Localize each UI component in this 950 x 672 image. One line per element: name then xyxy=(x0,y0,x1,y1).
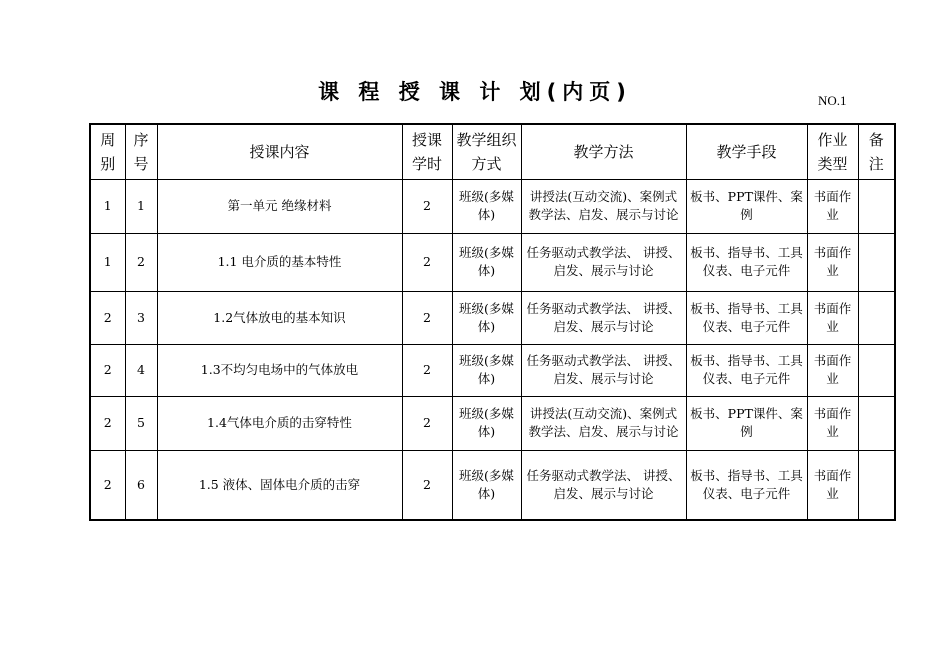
cell-means: 板书、指导书、工具仪表、电子元件 xyxy=(686,291,807,344)
header-method: 教学方法 xyxy=(521,124,686,179)
cell-content: 1.4气体电介质的击穿特性 xyxy=(157,396,402,450)
cell-means: 板书、指导书、工具仪表、电子元件 xyxy=(686,344,807,396)
cell-means: 板书、PPT课件、案例 xyxy=(686,396,807,450)
cell-week: 2 xyxy=(90,344,125,396)
cell-hw-type: 书面作业 xyxy=(807,179,858,233)
cell-seq: 4 xyxy=(125,344,157,396)
cell-seq: 2 xyxy=(125,233,157,291)
header-week: 周别 xyxy=(90,124,125,179)
cell-hw-type: 书面作业 xyxy=(807,291,858,344)
cell-week: 1 xyxy=(90,179,125,233)
cell-week: 2 xyxy=(90,396,125,450)
document-number: NO.1 xyxy=(818,93,847,108)
cell-seq: 6 xyxy=(125,450,157,520)
cell-remark xyxy=(858,291,895,344)
table-row xyxy=(90,233,895,291)
course-plan-table xyxy=(89,123,896,521)
cell-content: 第一单元 绝缘材料 xyxy=(157,179,402,233)
cell-seq: 5 xyxy=(125,396,157,450)
cell-remark xyxy=(858,179,895,233)
cell-remark xyxy=(858,396,895,450)
cell-hours: 2 xyxy=(402,233,452,291)
cell-hours: 2 xyxy=(402,179,452,233)
cell-week: 2 xyxy=(90,450,125,520)
cell-hw-type: 书面作业 xyxy=(807,344,858,396)
cell-content: 1.3不均匀电场中的气体放电 xyxy=(157,344,402,396)
cell-week: 2 xyxy=(90,291,125,344)
cell-org: 班级(多媒体) xyxy=(452,450,521,520)
cell-seq: 1 xyxy=(125,179,157,233)
header-remark: 备注 xyxy=(858,124,895,179)
cell-remark xyxy=(858,344,895,396)
cell-method: 任务驱动式教学法、 讲授、启发、展示与讨论 xyxy=(521,291,686,344)
header-means: 教学手段 xyxy=(686,124,807,179)
cell-hours: 2 xyxy=(402,291,452,344)
table-row xyxy=(90,291,895,344)
cell-content: 1.2气体放电的基本知识 xyxy=(157,291,402,344)
header-org: 教学组织方式 xyxy=(452,124,521,179)
cell-method: 任务驱动式教学法、 讲授、启发、展示与讨论 xyxy=(521,344,686,396)
header-hw-type: 作业类型 xyxy=(807,124,858,179)
cell-org: 班级(多媒体) xyxy=(452,344,521,396)
table-row xyxy=(90,396,895,450)
cell-hours: 2 xyxy=(402,344,452,396)
cell-seq: 3 xyxy=(125,291,157,344)
cell-method: 任务驱动式教学法、 讲授、启发、展示与讨论 xyxy=(521,450,686,520)
table-row xyxy=(90,344,895,396)
table-row xyxy=(90,450,895,520)
cell-hours: 2 xyxy=(402,450,452,520)
cell-means: 板书、指导书、工具仪表、电子元件 xyxy=(686,450,807,520)
cell-content: 1.5 液体、固体电介质的击穿 xyxy=(157,450,402,520)
cell-remark xyxy=(858,450,895,520)
header-content: 授课内容 xyxy=(157,124,402,179)
cell-org: 班级(多媒体) xyxy=(452,179,521,233)
cell-week: 1 xyxy=(90,233,125,291)
page-title: 课 程 授 课 计 划(内页) xyxy=(318,80,632,104)
table-row xyxy=(90,179,895,233)
cell-hw-type: 书面作业 xyxy=(807,396,858,450)
cell-method: 讲授法(互动交流)、案例式教学法、启发、展示与讨论 xyxy=(521,179,686,233)
cell-org: 班级(多媒体) xyxy=(452,396,521,450)
cell-content: 1.1 电介质的基本特性 xyxy=(157,233,402,291)
header-seq: 序号 xyxy=(125,124,157,179)
cell-org: 班级(多媒体) xyxy=(452,233,521,291)
table-header-row xyxy=(90,124,895,179)
cell-method: 讲授法(互动交流)、案例式教学法、启发、展示与讨论 xyxy=(521,396,686,450)
cell-method: 任务驱动式教学法、 讲授、启发、展示与讨论 xyxy=(521,233,686,291)
cell-remark xyxy=(858,233,895,291)
cell-org: 班级(多媒体) xyxy=(452,291,521,344)
cell-means: 板书、指导书、工具仪表、电子元件 xyxy=(686,233,807,291)
cell-means: 板书、PPT课件、案例 xyxy=(686,179,807,233)
header-hours: 授课学时 xyxy=(402,124,452,179)
cell-hw-type: 书面作业 xyxy=(807,233,858,291)
cell-hw-type: 书面作业 xyxy=(807,450,858,520)
cell-hours: 2 xyxy=(402,396,452,450)
